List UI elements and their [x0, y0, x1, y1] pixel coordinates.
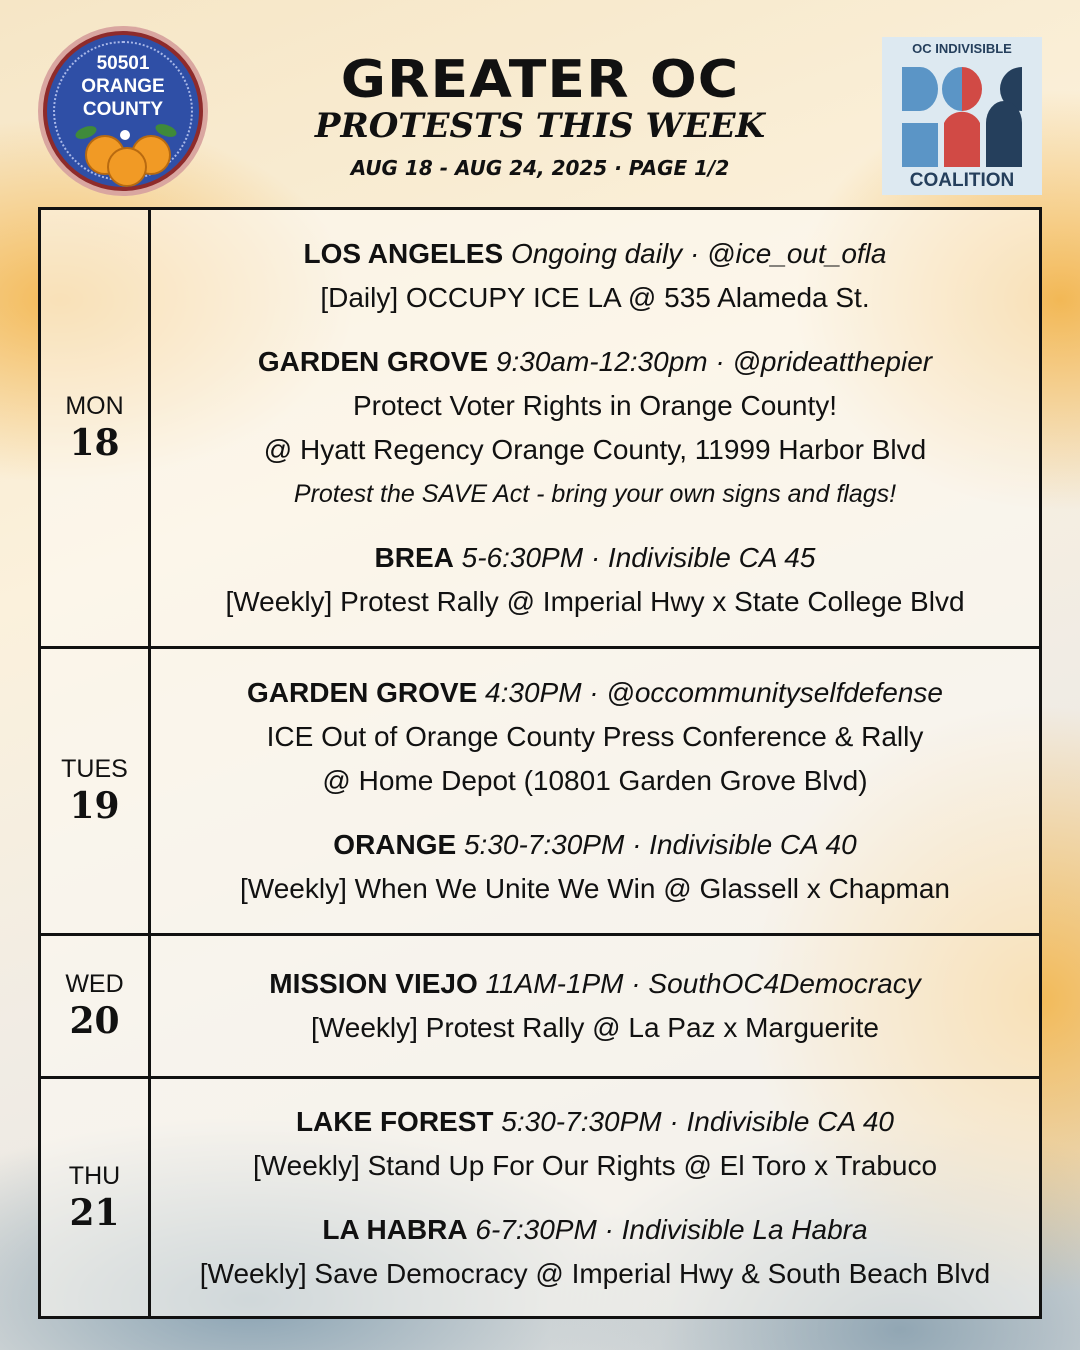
event-location: @ Home Depot (10801 Garden Grove Blvd): [322, 765, 868, 796]
event-item: [269, 962, 920, 1050]
event-item: [200, 1208, 990, 1296]
schedule-table: [38, 207, 1042, 1319]
day-number: 18: [69, 422, 120, 464]
day-row-thu: [41, 1079, 1039, 1316]
event-city: LOS ANGELES: [303, 238, 504, 269]
day-number: 20: [69, 1000, 120, 1042]
event-description: [Daily] OCCUPY ICE LA @ 535 Alameda St.: [320, 282, 870, 313]
day-cell: [41, 649, 151, 933]
event-item: [225, 536, 964, 624]
day-of-week: TUES: [61, 755, 128, 783]
event-meta: 9:30am-12:30pm · @prideatthepier: [495, 346, 933, 377]
event-meta: 6-7:30PM · Indivisible La Habra: [475, 1213, 868, 1245]
event-item: [253, 1100, 937, 1188]
day-cell: [41, 210, 151, 646]
day-number: 21: [69, 1191, 120, 1234]
event-note: Protest the SAVE Act - bring your own signs and flags!: [293, 480, 897, 508]
event-city: LA HABRA: [322, 1213, 468, 1245]
events-cell: [151, 649, 1039, 933]
event-city: MISSION VIEJO: [269, 968, 478, 999]
event-location: @ Hyatt Regency Orange County, 11999 Harbor Blvd: [263, 434, 927, 465]
badge-line1: 50501: [96, 53, 150, 74]
coalition-bottom-text: COALITION: [909, 170, 1015, 191]
header: [0, 0, 1080, 205]
day-number: 19: [69, 785, 120, 827]
event-city: ORANGE: [333, 829, 457, 860]
badge-line2: ORANGE: [81, 76, 165, 97]
event-item: [240, 823, 950, 911]
badge-line3: COUNTY: [82, 99, 164, 120]
event-meta: 11AM-1PM · SouthOC4Democracy: [485, 968, 921, 999]
day-cell: [41, 1079, 151, 1316]
event-meta: 5:30-7:30PM · Indivisible CA 40: [501, 1105, 895, 1137]
event-city: GARDEN GROVE: [257, 346, 489, 377]
day-row-tues: [41, 649, 1039, 936]
event-item: [258, 340, 932, 516]
page-title: GREATER OC: [340, 50, 740, 110]
day-of-week: MON: [65, 392, 124, 420]
event-item: [304, 232, 887, 320]
day-row-mon: [41, 210, 1039, 649]
event-meta: Ongoing daily · @ice_out_ofla: [510, 238, 887, 269]
event-meta: 5:30-7:30PM · Indivisible CA 40: [463, 829, 857, 860]
day-cell: [41, 936, 151, 1076]
event-description: ICE Out of Orange County Press Conference & Rally: [266, 721, 924, 752]
day-of-week: THU: [68, 1161, 121, 1190]
event-description: [Weekly] Stand Up For Our Rights @ El Toro x Trabuco: [252, 1149, 938, 1181]
event-description: [Weekly] When We Unite We Win @ Glassell x Chapman: [240, 873, 950, 904]
day-of-week: WED: [65, 970, 124, 998]
50501-orange-county-logo: [38, 26, 208, 196]
date-range: AUG 18 - AUG 24, 2025 · PAGE 1/2: [350, 156, 730, 180]
event-meta: 5-6:30PM · Indivisible CA 45: [461, 542, 816, 573]
oc-indivisible-coalition-logo: [882, 37, 1042, 195]
events-cell: [151, 210, 1039, 646]
coalition-emblem-icon: [902, 67, 1022, 167]
event-city: LAKE FOREST: [295, 1105, 494, 1137]
coalition-top-text: OC INDIVISIBLE: [912, 41, 1012, 56]
event-description: [Weekly] Protest Rally @ Imperial Hwy x State College Blvd: [225, 586, 965, 617]
orange-icon: [107, 147, 147, 187]
event-city: GARDEN GROVE: [247, 677, 478, 708]
event-item: [247, 671, 943, 803]
event-city: BREA: [374, 542, 454, 573]
event-description: Protect Voter Rights in Orange County!: [352, 390, 838, 421]
events-cell: [151, 936, 1039, 1076]
event-description: [Weekly] Protest Rally @ La Paz x Marguerite: [311, 1012, 879, 1043]
event-description: [Weekly] Save Democracy @ Imperial Hwy & South Beach Blvd: [199, 1257, 991, 1289]
event-meta: 4:30PM · @occommunityselfdefense: [485, 677, 943, 708]
day-row-wed: [41, 936, 1039, 1079]
events-cell: [151, 1079, 1039, 1316]
page-subtitle: PROTESTS THIS WEEK: [314, 106, 766, 146]
